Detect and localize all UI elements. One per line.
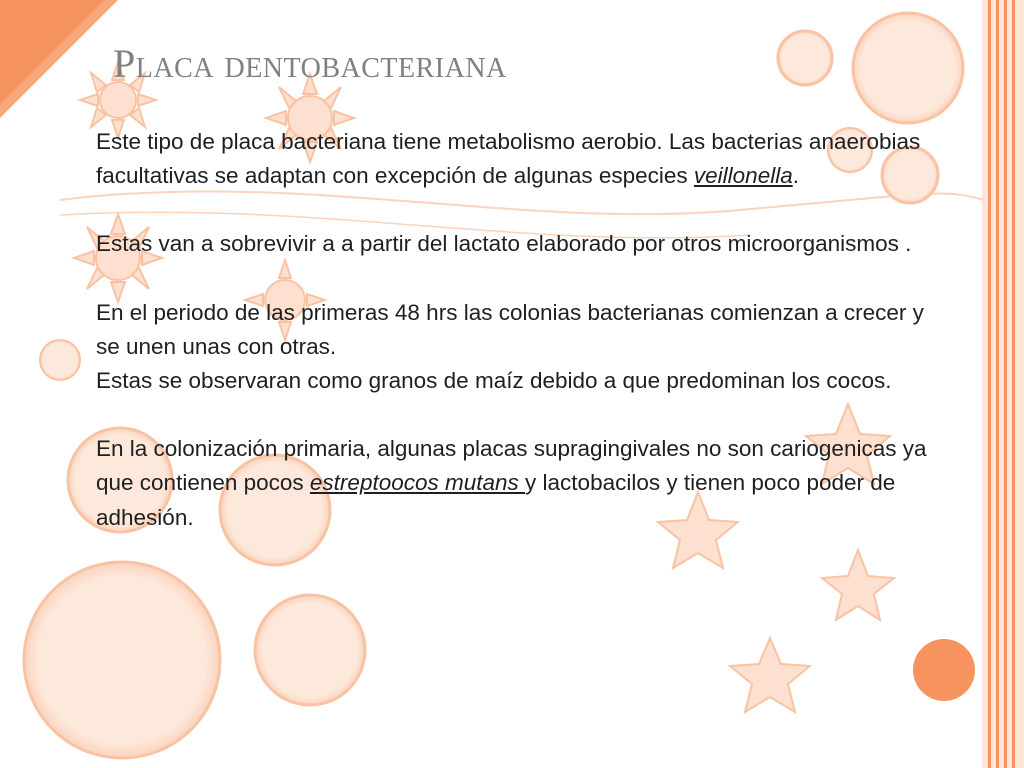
deco-circle <box>255 595 365 705</box>
paragraph-text: En la colonización primaria, algunas placas supragingivales no son cariogenicas ya que contienen pocos <box>96 436 927 496</box>
accent-dot <box>913 639 975 701</box>
star-icon <box>822 550 894 620</box>
paragraph-colonies: En el periodo de las primeras 48 hrs las colonias bacterianas comienzan a crecer y se unen unas con otras. <box>96 299 924 359</box>
paragraph-metabolism <box>96 125 936 193</box>
slide-body <box>96 125 936 535</box>
paragraph-end: . <box>792 163 799 189</box>
deco-circle <box>778 31 832 85</box>
paragraph-corn: Estas se observaran como granos de maíz debido a que predominan los cocos. <box>96 368 892 394</box>
paragraph-end: y lactobacilos y tienen poco poder de adhesión. <box>96 470 896 530</box>
paragraph-text: Este tipo de placa bacteriana tiene metabolismo aerobio. Las bacterias anaerobias facultativas se adaptan con excepción de algunas especies <box>96 129 921 189</box>
species-name: estreptoocos mutans <box>309 470 526 496</box>
star-icon <box>730 638 810 712</box>
paragraph-lactate: Estas van a sobrevivir a a partir del lactato elaborado por otros microorganismos . <box>96 231 912 257</box>
deco-circle <box>853 13 963 123</box>
deco-circle <box>24 562 220 758</box>
species-name: veillonella <box>693 163 793 189</box>
paragraph-colonization <box>96 432 936 535</box>
slide-title: Placa dentobacteriana <box>113 41 507 86</box>
deco-circle <box>40 340 80 380</box>
